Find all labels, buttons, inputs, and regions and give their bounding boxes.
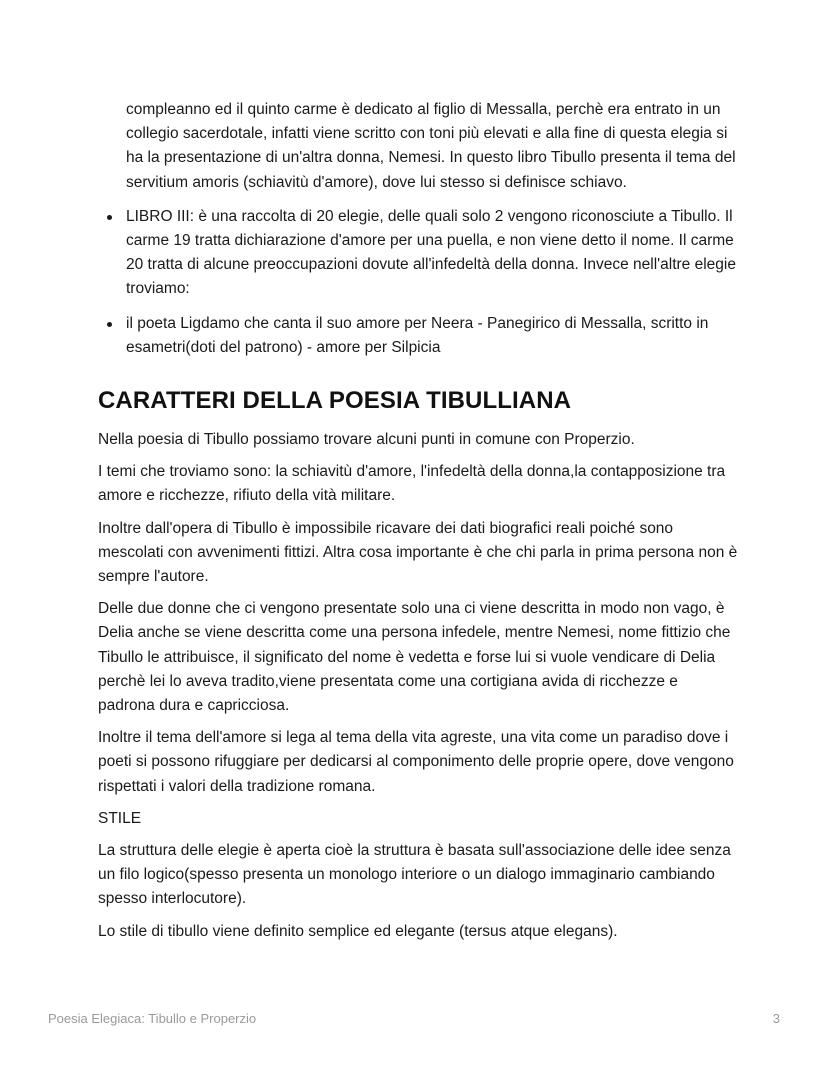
section-heading: CARATTERI DELLA POESIA TIBULLIANA: [98, 387, 572, 415]
list-item-text: LIBRO III: è una raccolta di 20 elegie, delle quali solo 2 vengono riconosciute a Tibullo. Il carme 19 tratta dichiarazione d'amore per una puella, e non viene detto il nome. Il carme 20 tratta di alcune preoccupazioni dovute all'infedeltà della donna. Invece nell'altre elegie troviamo:: [126, 207, 736, 298]
footer-title: Poesia Elegiaca: Tibullo e Properzio: [48, 1011, 257, 1026]
bullet-list: [98, 205, 738, 360]
continuation-paragraph: compleanno ed il quinto carme è dedicato al figlio di Messalla, perchè era entrato in un collegio sacerdotale, infatti viene scritto con toni più elevati e alla fine di questa elegia si ha la presentazione di un'altra donna, Nemesi. In questo libro Tibullo presenta il tema del servitium amoris (schiavitù d'amore), dove lui stesso si definisce schiavo.: [126, 101, 736, 191]
bullet-icon: [107, 322, 112, 327]
paragraph-rural-life: Inoltre il tema dell'amore si lega al tema della vita agreste, una vita come un paradiso dove i poeti si possono rifuggiare per dedicarsi al componimento delle proprie opere, dove vengono rispettati i valori della tradizione romana.: [98, 729, 734, 795]
page-number: 3: [772, 1011, 780, 1026]
paragraph-themes: I temi che troviamo sono: la schiavitù d'amore, l'infedeltà della donna,la contapposizione tra amore e ricchezze, rifiuto della vità militare.: [98, 463, 726, 505]
bullet-icon: [107, 215, 112, 220]
list-item: [98, 205, 738, 302]
list-item: [98, 312, 738, 360]
page-content: [98, 98, 738, 952]
paragraph-women: Delle due donne che ci vengono presentate solo una ci viene descritta in modo non vago, è Delia anche se viene descritta come una persona infedele, mentre Nemesi, nome fittizio che Tibullo le attribuisce, il significato del nome è vedetta e forse lui si vuole vendicare di Delia perchè lei lo aveva tradito,viene presentata come una cortigiana avida di ricchezze e padrona dura e capricciosa.: [98, 600, 731, 715]
subheading-stile: STILE: [98, 809, 142, 827]
paragraph-biography: Inoltre dall'opera di Tibullo è impossibile ricavare dei dati biografici reali poiché sono mescolati con avvenimenti fittizi. Altra cosa importante è che chi parla in prima persona non è sempre l'autore.: [98, 519, 738, 586]
paragraph-structure: La struttura delle elegie è aperta cioè la struttura è basata sull'associazione delle idee senza un filo logico(spesso presenta un monologo interiore o un dialogo immaginario cambiando spesso interlocutore).: [98, 842, 731, 908]
paragraph-intro: Nella poesia di Tibullo possiamo trovare alcuni punti in comune con Properzio.: [98, 431, 635, 449]
paragraph-style: Lo stile di tibullo viene definito semplice ed elegante (tersus atque elegans).: [98, 922, 618, 940]
list-item-text: il poeta Ligdamo che canta il suo amore per Neera - Panegirico di Messalla, scritto in esametri(doti del patrono) - amore per Silpicia: [126, 314, 709, 356]
